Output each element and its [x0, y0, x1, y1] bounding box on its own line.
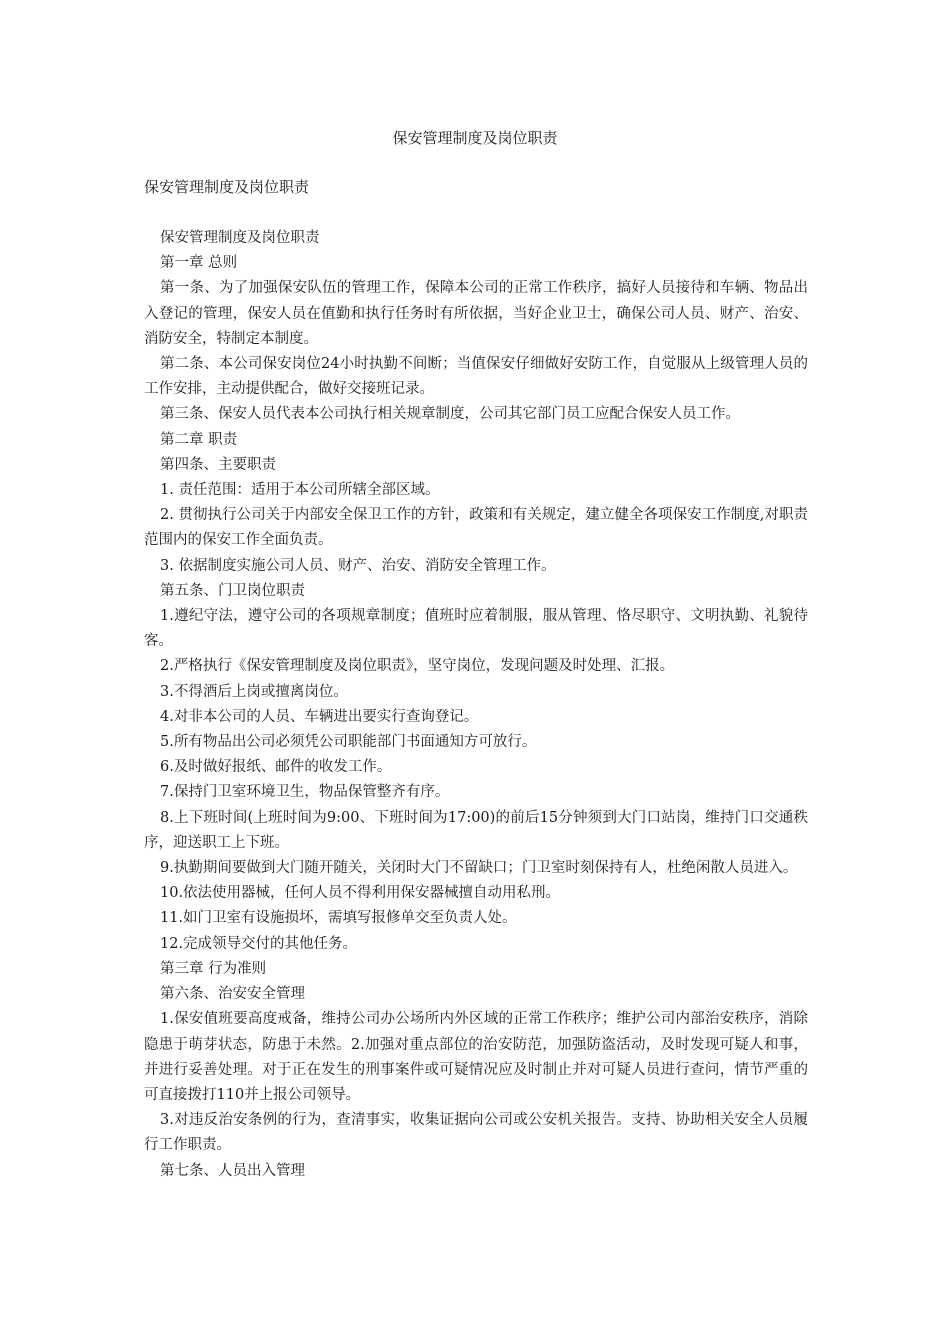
list-item: 4.对非本公司的人员、车辆进出要实行查询登记。: [160, 708, 479, 725]
article-heading: 第六条、治安安全管理: [160, 986, 305, 1003]
document-title: 保安管理制度及岗位职责: [392, 129, 558, 147]
list-item: 9.执勤期间要做到大门随开随关，关闭时大门不留缺口；门卫室时刻保持有人，杜绝闲散人员进入。: [160, 860, 798, 877]
article-paragraph: 第一条、为了加强保安队伍的管理工作，保障本公司的正常工作秩序，搞好人员接待和车辆、物品出入登记的管理，保安人员在值勤和执行任务时有所依据，当好企业卫士，确保公司人员、财产、治安、消防安全，特制定本制度。: [144, 280, 808, 347]
list-item: 1.遵纪守法，遵守公司的各项规章制度；值班时应着制服，服从管理、恪尽职守、文明执勤、礼貌待客。: [144, 608, 808, 650]
document-body: [144, 226, 808, 1184]
list-item: 11.如门卫室有设施损坏，需填写报修单交至负责人处。: [160, 910, 517, 927]
document-subtitle: 保安管理制度及岗位职责: [144, 178, 310, 196]
list-item: 2.严格执行《保安管理制度及岗位职责》，坚守岗位，发现问题及时处理、汇报。: [160, 658, 675, 675]
article-paragraph: 第三条、保安人员代表本公司执行相关规章制度，公司其它部门员工应配合保安人员工作。: [160, 406, 740, 423]
article-paragraph: 第二条、本公司保安岗位24小时执勤不间断；当值保安仔细做好安防工作，自觉服从上级管理人员的工作安排，主动提供配合，做好交接班记录。: [144, 356, 808, 398]
list-item: 1. 责任范围：适用于本公司所辖全部区域。: [160, 482, 440, 499]
list-item: 3. 依据制度实施公司人员、财产、治安、消防安全管理工作。: [160, 557, 556, 574]
chapter-heading: 第三章 行为准则: [160, 960, 267, 977]
list-item: 6.及时做好报纸、邮件的收发工作。: [160, 759, 392, 776]
paragraph-heading: 保安管理制度及岗位职责: [160, 230, 320, 246]
chapter-heading: 第二章 职责: [160, 431, 238, 448]
list-item: 2. 贯彻执行公司关于内部安全保卫工作的方针，政策和有关规定，建立健全各项保安工作制度,对职责范围内的保安工作全面负责。: [144, 507, 808, 549]
list-item: 3.不得酒后上岗或擅离岗位。: [160, 683, 348, 700]
chapter-heading: 第一章 总则: [160, 255, 238, 272]
article-heading: 第五条、门卫岗位职责: [160, 582, 305, 599]
list-item: 1.保安值班要高度戒备，维持公司办公场所内外区域的正常工作秩序；维护公司内部治安秩序，消除隐患于萌芽状态，防患于未然。2.加强对重点部位的治安防范，加强防盗活动，及时发现可疑人和事，并进行妥善处理。对于正在发生的刑事案件或可疑情况应及时制止并对可疑人员进行查问，情节严重的可直接拨打110并上报公司领导。: [144, 1011, 808, 1103]
list-item: 10.依法使用器械，任何人员不得利用保安器械擅自动用私刑。: [160, 885, 561, 902]
list-item: 8.上下班时间(上班时间为9:00、下班时间为17:00)的前后15分钟须到大门口站岗，维持门口交通秩序，迎送职工上下班。: [144, 809, 808, 851]
article-heading: 第七条、人员出入管理: [160, 1162, 305, 1179]
list-item: 3.对违反治安条例的行为，查清事实，收集证据向公司或公安机关报告。支持、协助相关安全人员履行工作职责。: [144, 1112, 808, 1154]
list-item: 7.保持门卫室环境卫生，物品保管整齐有序。: [160, 784, 450, 801]
list-item: 12.完成领导交付的其他任务。: [160, 935, 358, 952]
list-item: 5.所有物品出公司必须凭公司职能部门书面通知方可放行。: [160, 734, 537, 751]
article-heading: 第四条、主要职责: [160, 456, 276, 473]
